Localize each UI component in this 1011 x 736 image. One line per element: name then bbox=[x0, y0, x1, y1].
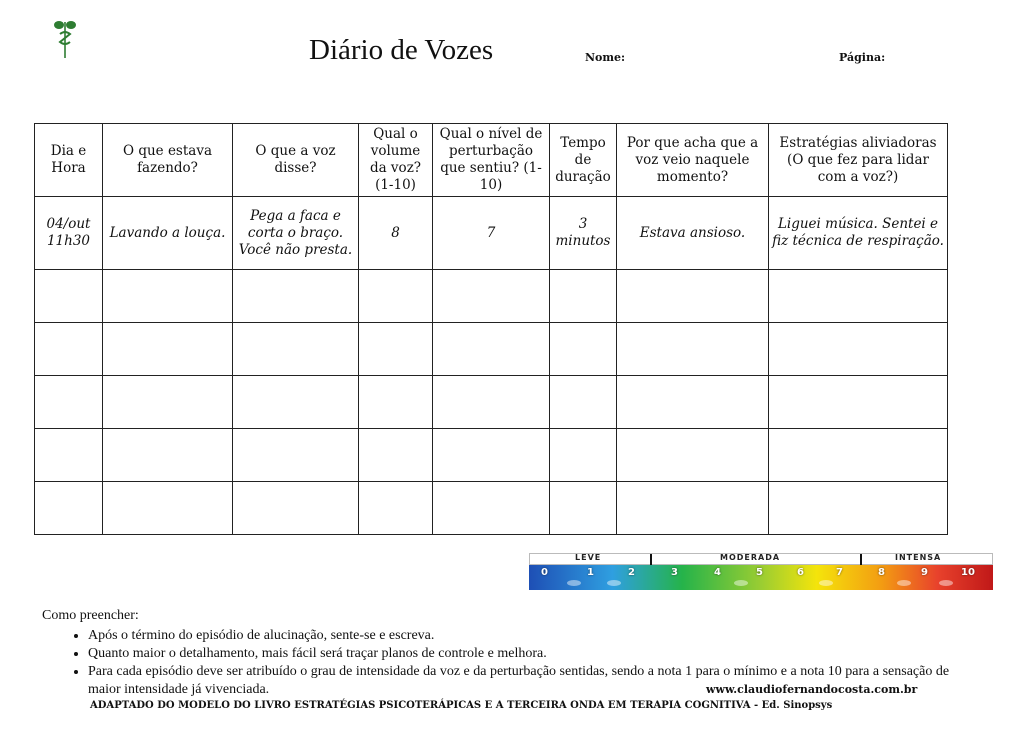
blank-cell[interactable] bbox=[769, 429, 948, 482]
blank-cell[interactable] bbox=[433, 270, 550, 323]
blank-cell[interactable] bbox=[103, 376, 233, 429]
scale-number: 5 bbox=[756, 567, 763, 578]
col-perturbacao: Qual o nível de perturbação que sentiu? (1-10) bbox=[433, 124, 550, 197]
blank-cell[interactable] bbox=[617, 429, 769, 482]
blank-cell[interactable] bbox=[433, 376, 550, 429]
col-dia-hora: Dia e Hora bbox=[35, 124, 103, 197]
blank-cell[interactable] bbox=[617, 482, 769, 535]
col-duracao: Tempo de duração bbox=[550, 124, 617, 197]
blank-cell[interactable] bbox=[617, 323, 769, 376]
intensity-scale bbox=[529, 553, 993, 590]
blank-cell[interactable] bbox=[35, 429, 103, 482]
scale-number: 9 bbox=[921, 567, 928, 578]
blank-row[interactable] bbox=[35, 323, 948, 376]
scale-number: 2 bbox=[628, 567, 635, 578]
blank-cell[interactable] bbox=[617, 270, 769, 323]
pagina-label: Página: bbox=[839, 51, 886, 64]
blank-cell[interactable] bbox=[35, 323, 103, 376]
scale-label-intensa: INTENSA bbox=[895, 553, 942, 562]
blank-cell[interactable] bbox=[433, 482, 550, 535]
scale-marker bbox=[734, 580, 748, 586]
blank-cell[interactable] bbox=[233, 270, 359, 323]
scale-label-leve: LEVE bbox=[575, 553, 602, 562]
blank-row[interactable] bbox=[35, 270, 948, 323]
voice-diary-table bbox=[34, 123, 948, 535]
blank-cell[interactable] bbox=[359, 429, 433, 482]
table-cell: Liguei música. Sentei e fiz técnica de respiração. bbox=[769, 197, 948, 270]
list-item: • Para cada episódio deve ser atribuído o grau de intensidade da voz e da perturbação sentidas, sendo a nota 1 para o mínimo e a nota 10 para a sensação de maior intensidade já vivenciada. bbox=[88, 663, 972, 699]
scale-marker bbox=[939, 580, 953, 586]
scale-number: 6 bbox=[797, 567, 804, 578]
blank-cell[interactable] bbox=[103, 323, 233, 376]
blank-cell[interactable] bbox=[550, 482, 617, 535]
blank-cell[interactable] bbox=[769, 482, 948, 535]
table-cell: 8 bbox=[359, 197, 433, 270]
blank-cell[interactable] bbox=[359, 482, 433, 535]
blank-cell[interactable] bbox=[433, 429, 550, 482]
blank-cell[interactable] bbox=[769, 270, 948, 323]
blank-cell[interactable] bbox=[359, 270, 433, 323]
table-cell: 3 minutos bbox=[550, 197, 617, 270]
logo-icon bbox=[50, 16, 80, 60]
instructions-heading: Como preencher: bbox=[42, 608, 139, 623]
col-o-que-voz-disse: O que a voz disse? bbox=[233, 124, 359, 197]
nome-label: Nome: bbox=[585, 51, 626, 64]
blank-cell[interactable] bbox=[769, 323, 948, 376]
scale-number: 7 bbox=[836, 567, 843, 578]
scale-marker bbox=[819, 580, 833, 586]
table-cell: 04/out 11h30 bbox=[35, 197, 103, 270]
blank-cell[interactable] bbox=[433, 323, 550, 376]
col-por-que: Por que acha que a voz veio naquele momento? bbox=[617, 124, 769, 197]
scale-marker bbox=[567, 580, 581, 586]
scale-marker bbox=[897, 580, 911, 586]
blank-row[interactable] bbox=[35, 376, 948, 429]
scale-label-strip bbox=[529, 553, 993, 565]
blank-cell[interactable] bbox=[35, 270, 103, 323]
example-row bbox=[35, 197, 948, 270]
blank-cell[interactable] bbox=[550, 429, 617, 482]
col-o-que-fazendo: O que estava fazendo? bbox=[103, 124, 233, 197]
page-title: Diário de Vozes bbox=[309, 34, 494, 66]
blank-cell[interactable] bbox=[35, 482, 103, 535]
col-estrategias: Estratégias aliviadoras (O que fez para lidar com a voz?) bbox=[769, 124, 948, 197]
blank-cell[interactable] bbox=[103, 270, 233, 323]
scale-number: 3 bbox=[671, 567, 678, 578]
scale-label-moderada: MODERADA bbox=[720, 553, 781, 562]
scale-number: 10 bbox=[961, 567, 975, 578]
table-cell: Lavando a louça. bbox=[103, 197, 233, 270]
blank-cell[interactable] bbox=[103, 429, 233, 482]
blank-cell[interactable] bbox=[233, 429, 359, 482]
scale-marker bbox=[607, 580, 621, 586]
blank-cell[interactable] bbox=[359, 323, 433, 376]
credit-line: ADAPTADO DO MODELO DO LIVRO ESTRATÉGIAS PSICOTERÁPICAS E A TERCEIRA ONDA EM TERAPIA COGNITIVA - Ed. Sinopsys bbox=[90, 700, 833, 711]
blank-cell[interactable] bbox=[233, 482, 359, 535]
blank-row[interactable] bbox=[35, 482, 948, 535]
blank-cell[interactable] bbox=[359, 376, 433, 429]
scale-number: 1 bbox=[587, 567, 594, 578]
scale-number: 0 bbox=[541, 567, 548, 578]
scale-gradient-bar bbox=[529, 565, 993, 590]
table-cell: Pega a faca e corta o braço. Você não presta. bbox=[233, 197, 359, 270]
scale-number: 4 bbox=[714, 567, 721, 578]
list-item: • Quanto maior o detalhamento, mais fácil será traçar planos de controle e melhora. bbox=[88, 645, 972, 663]
blank-cell[interactable] bbox=[617, 376, 769, 429]
table-header-row bbox=[35, 124, 948, 197]
blank-row[interactable] bbox=[35, 429, 948, 482]
col-volume: Qual o volume da voz? (1-10) bbox=[359, 124, 433, 197]
scale-number: 8 bbox=[878, 567, 885, 578]
blank-cell[interactable] bbox=[233, 376, 359, 429]
table-cell: 7 bbox=[433, 197, 550, 270]
list-item: • Após o término do episódio de alucinação, sente-se e escreva. bbox=[88, 627, 972, 645]
blank-cell[interactable] bbox=[550, 376, 617, 429]
blank-cell[interactable] bbox=[769, 376, 948, 429]
blank-cell[interactable] bbox=[233, 323, 359, 376]
blank-cell[interactable] bbox=[103, 482, 233, 535]
blank-cell[interactable] bbox=[550, 323, 617, 376]
website-link[interactable]: www.claudiofernandocosta.com.br bbox=[706, 683, 918, 696]
blank-cell[interactable] bbox=[550, 270, 617, 323]
blank-cell[interactable] bbox=[35, 376, 103, 429]
table-cell: Estava ansioso. bbox=[617, 197, 769, 270]
